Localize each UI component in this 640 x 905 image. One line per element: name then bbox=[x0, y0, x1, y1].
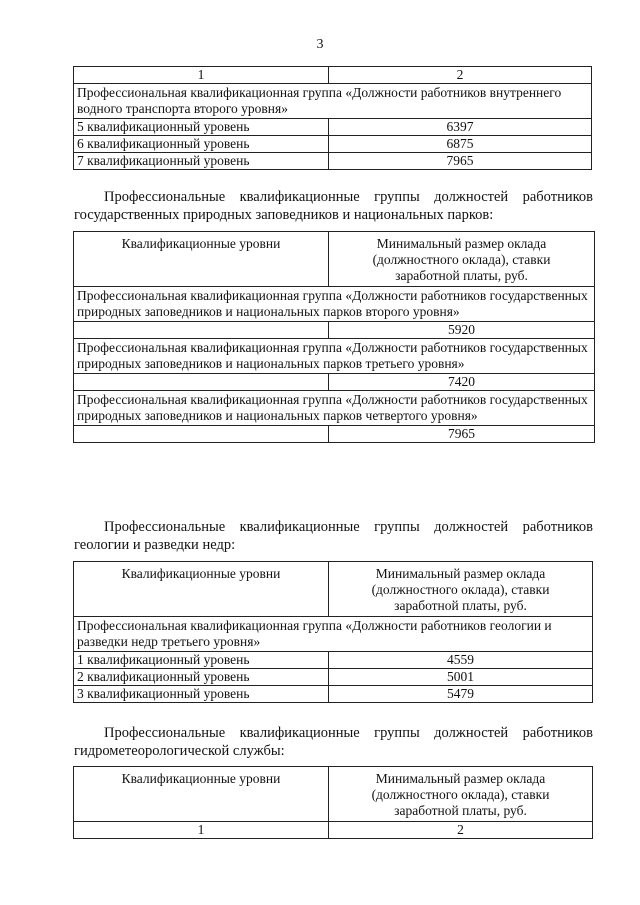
group-title: Профессиональная квалификационная группа «Должности работников государственных природных заповедников и национальных парков второго уровня» bbox=[74, 287, 595, 322]
header-salary: Минимальный размер оклада (должностного оклада), ставки заработной платы, руб. bbox=[329, 767, 593, 822]
group-title: Профессиональная квалификационная группа «Должности работников государственных природных заповедников и национальных парков четвертого уровня» bbox=[74, 391, 595, 426]
table-row bbox=[74, 686, 593, 703]
salary-value: 5479 bbox=[329, 686, 593, 703]
table-row bbox=[74, 136, 592, 153]
header-col-2: 2 bbox=[329, 67, 592, 84]
empty-cell bbox=[74, 374, 329, 391]
table-header-row bbox=[74, 822, 593, 839]
table-inland-water-transport bbox=[73, 66, 592, 170]
page-number: 3 bbox=[316, 37, 324, 52]
section-intro-geology: Профессиональные квалификационные группы должностей работников геологии и разведки недр: bbox=[74, 519, 593, 553]
group-title: Профессиональная квалификационная группа «Должности работников государственных природных заповедников и национальных парков третьего уровня» bbox=[74, 339, 595, 374]
header-col-1: 1 bbox=[74, 67, 329, 84]
group-row bbox=[74, 287, 595, 322]
salary-value: 7965 bbox=[329, 426, 595, 443]
header-col-1: 1 bbox=[74, 822, 329, 839]
section-intro-reserves: Профессиональные квалификационные группы должностей работников государственных природных заповедников и национальных парков: bbox=[74, 189, 593, 223]
table-nature-reserves bbox=[73, 231, 595, 443]
group-title: Профессиональная квалификационная группа «Должности работников геологии и разведки недр третьего уровня» bbox=[74, 617, 593, 652]
header-salary: Минимальный размер оклада (должностного оклада), ставки заработной платы, руб. bbox=[329, 562, 593, 617]
level-label: 1 квалификационный уровень bbox=[74, 652, 329, 669]
table-row bbox=[74, 322, 595, 339]
table-row bbox=[74, 374, 595, 391]
header-levels: Квалификационные уровни bbox=[74, 562, 329, 617]
group-row bbox=[74, 617, 593, 652]
empty-cell bbox=[74, 426, 329, 443]
empty-cell bbox=[74, 322, 329, 339]
level-label: 3 квалификационный уровень bbox=[74, 686, 329, 703]
level-label: 5 квалификационный уровень bbox=[74, 119, 329, 136]
salary-value: 7965 bbox=[329, 153, 592, 170]
section-intro-hydromet: Профессиональные квалификационные группы должностей работников гидрометеорологической службы: bbox=[74, 725, 593, 759]
level-label: 7 квалификационный уровень bbox=[74, 153, 329, 170]
salary-value: 6397 bbox=[329, 119, 592, 136]
group-row bbox=[74, 84, 592, 119]
table-geology bbox=[73, 561, 593, 703]
table-header-row bbox=[74, 562, 593, 617]
table-hydromet bbox=[73, 766, 593, 839]
header-levels: Квалификационные уровни bbox=[74, 767, 329, 822]
header-levels: Квалификационные уровни bbox=[74, 232, 329, 287]
table-row bbox=[74, 119, 592, 136]
salary-value: 5920 bbox=[329, 322, 595, 339]
table-header-row bbox=[74, 67, 592, 84]
salary-value: 5001 bbox=[329, 669, 593, 686]
header-salary: Минимальный размер оклада (должностного оклада), ставки заработной платы, руб. bbox=[329, 232, 595, 287]
table-row bbox=[74, 426, 595, 443]
salary-value: 7420 bbox=[329, 374, 595, 391]
group-title: Профессиональная квалификационная группа «Должности работников внутреннего водного транспорта второго уровня» bbox=[74, 84, 592, 119]
header-col-2: 2 bbox=[329, 822, 593, 839]
level-label: 6 квалификационный уровень bbox=[74, 136, 329, 153]
table-row bbox=[74, 669, 593, 686]
salary-value: 4559 bbox=[329, 652, 593, 669]
table-header-row bbox=[74, 767, 593, 822]
table-header-row bbox=[74, 232, 595, 287]
salary-value: 6875 bbox=[329, 136, 592, 153]
level-label: 2 квалификационный уровень bbox=[74, 669, 329, 686]
group-row bbox=[74, 391, 595, 426]
group-row bbox=[74, 339, 595, 374]
table-row bbox=[74, 652, 593, 669]
table-row bbox=[74, 153, 592, 170]
